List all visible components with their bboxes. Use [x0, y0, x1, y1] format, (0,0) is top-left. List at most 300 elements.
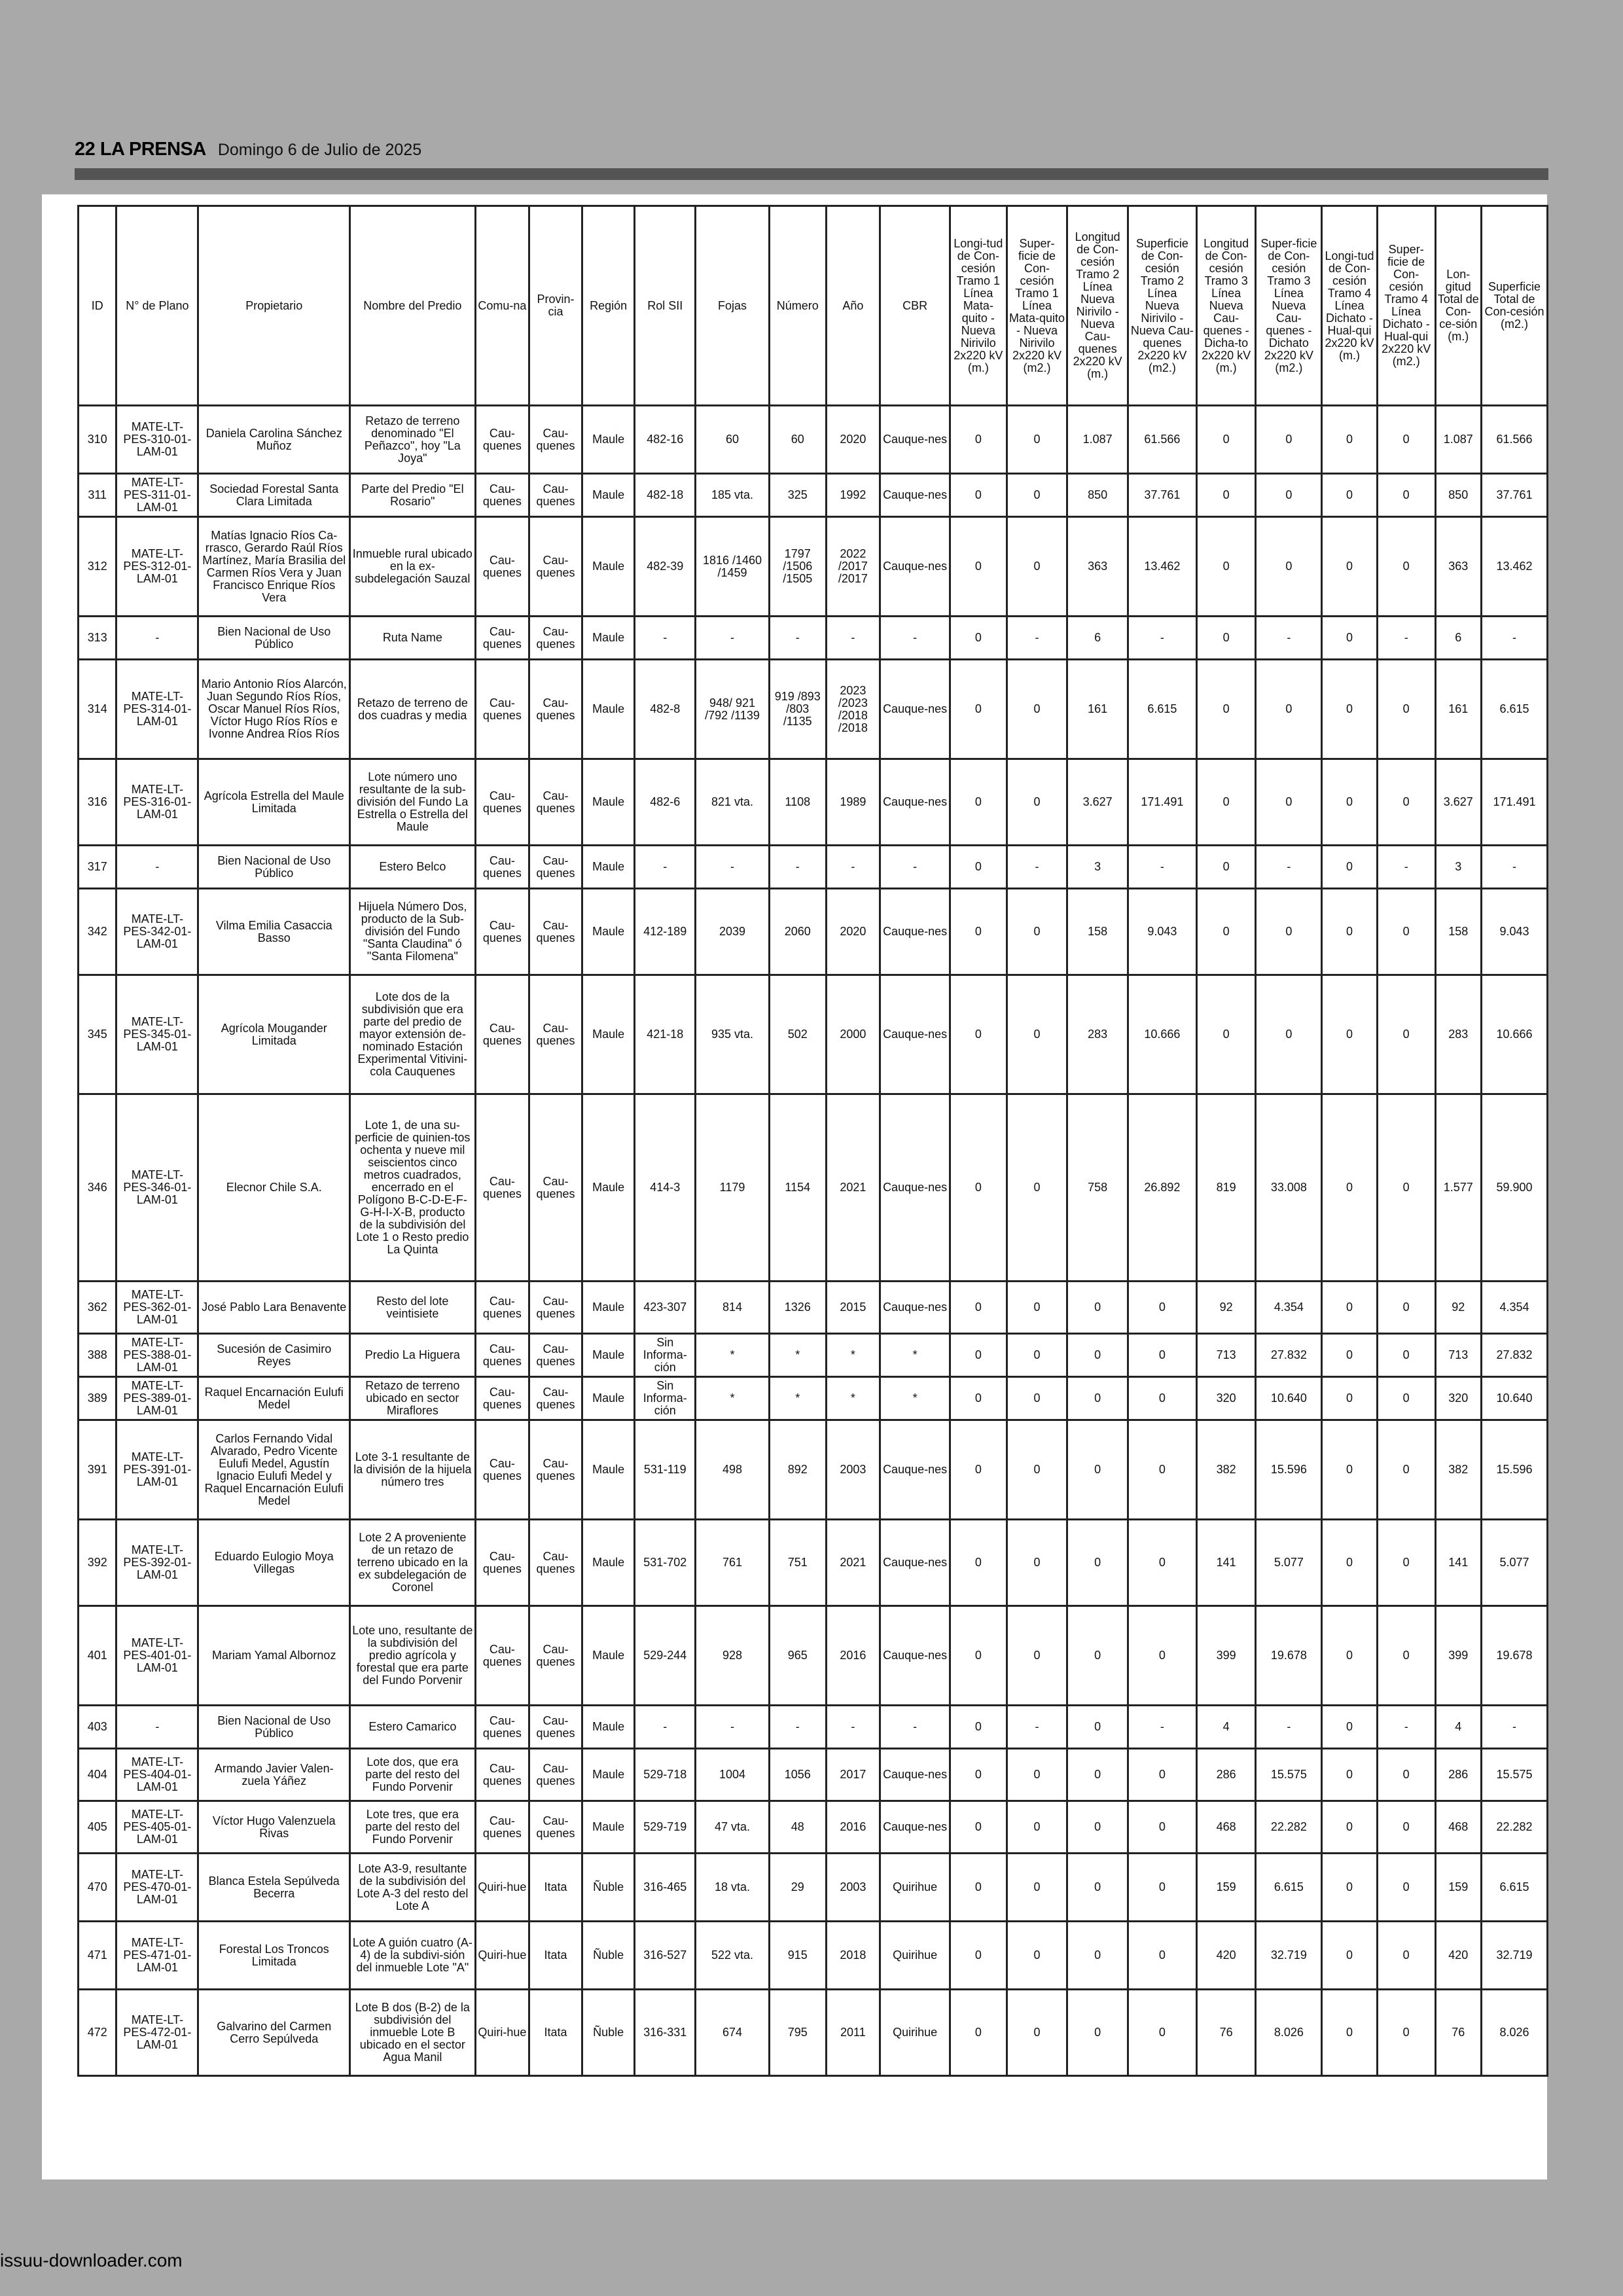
table-cell: 482-39	[635, 517, 696, 617]
table-cell: 529-718	[635, 1749, 696, 1801]
table-cell: Estero Belco	[350, 846, 475, 889]
table-cell: Cau-quenes	[529, 517, 582, 617]
table-cell: Cau-quenes	[529, 759, 582, 846]
table-cell: 2003	[826, 1854, 880, 1922]
table-cell: 405	[79, 1801, 116, 1854]
table-cell: 0	[950, 660, 1007, 759]
table-cell: 32.719	[1482, 1922, 1548, 1990]
table-cell: 59.900	[1482, 1094, 1548, 1282]
table-cell: Elecnor Chile S.A.	[198, 1094, 350, 1282]
table-cell: Raquel Encarnación Eulufi Medel	[198, 1377, 350, 1420]
table-cell: 2021	[826, 1520, 880, 1606]
table-cell: 0	[950, 617, 1007, 660]
table-cell: 1992	[826, 474, 880, 517]
table-cell: Retazo de terreno ubicado en sector Miraflores	[350, 1377, 475, 1420]
table-cell: MATE-LT-PES-345-01-LAM-01	[116, 975, 198, 1094]
table-cell: 0	[1128, 1334, 1197, 1377]
table-cell: 3.627	[1067, 759, 1128, 846]
table-cell: 286	[1196, 1749, 1256, 1801]
table-cell: Lote A guión cuatro (A-4) de la subdivi-sión del inmueble Lote "A"	[350, 1922, 475, 1990]
table-cell: -	[696, 1706, 770, 1749]
table-cell: 0	[1377, 660, 1435, 759]
table-cell: 0	[1322, 1520, 1378, 1606]
table-cell: 0	[1377, 1520, 1435, 1606]
table-cell: 382	[1435, 1420, 1482, 1520]
table-cell: 0	[1377, 474, 1435, 517]
table-cell: 0	[1007, 975, 1067, 1094]
table-cell: -	[826, 617, 880, 660]
table-cell: Cauque-nes	[880, 889, 950, 975]
table-cell: -	[1128, 846, 1197, 889]
table-cell: Cau-quenes	[475, 975, 529, 1094]
table-cell: 1.087	[1435, 406, 1482, 474]
table-cell: 482-16	[635, 406, 696, 474]
table-cell: 158	[1435, 889, 1482, 975]
table-cell: Cau-quenes	[529, 889, 582, 975]
column-header: Longitud de Con-cesión Tramo 3 Línea Nueva Cau-quenes - Dicha-to 2x220 kV (m.)	[1196, 206, 1256, 406]
table-cell: Itata	[529, 1922, 582, 1990]
table-cell: Maule	[582, 889, 635, 975]
table-cell: MATE-LT-PES-391-01-LAM-01	[116, 1420, 198, 1520]
table-cell: 965	[769, 1606, 826, 1706]
table-cell: 0	[1322, 1854, 1378, 1922]
table-cell: *	[880, 1334, 950, 1377]
column-header: Longi-tud de Con-cesión Tramo 1 Línea Mata-quito - Nueva Nirivilo 2x220 kV (m.)	[950, 206, 1007, 406]
table-cell: 158	[1067, 889, 1128, 975]
table-cell: 0	[1128, 1282, 1197, 1334]
table-cell: Eduardo Eulogio Moya Villegas	[198, 1520, 350, 1606]
table-cell: 0	[1256, 517, 1322, 617]
table-cell: 751	[769, 1520, 826, 1606]
table-cell: 795	[769, 1990, 826, 2076]
table-cell: 423-307	[635, 1282, 696, 1334]
table-cell: 15.596	[1256, 1420, 1322, 1520]
column-header: Longi-tud de Con-cesión Tramo 4 Línea Dichato - Hual-qui 2x220 kV (m.)	[1322, 206, 1378, 406]
table-cell: 92	[1435, 1282, 1482, 1334]
table-cell: Quiri-hue	[475, 1854, 529, 1922]
table-cell: 0	[1322, 617, 1378, 660]
table-cell: 0	[1377, 406, 1435, 474]
table-cell: 0	[1067, 1801, 1128, 1854]
table-cell: Maule	[582, 846, 635, 889]
table-cell: MATE-LT-PES-362-01-LAM-01	[116, 1282, 198, 1334]
table-cell: 4.354	[1256, 1282, 1322, 1334]
table-cell: Cau-quenes	[475, 474, 529, 517]
table-cell: 0	[1322, 1094, 1378, 1282]
table-cell: 5.077	[1482, 1520, 1548, 1606]
table-cell: 13.462	[1482, 517, 1548, 617]
table-cell: 0	[1007, 1520, 1067, 1606]
table-cell: 468	[1196, 1801, 1256, 1854]
table-cell: Cau-quenes	[529, 474, 582, 517]
table-cell: Cau-quenes	[475, 1094, 529, 1282]
table-cell: 0	[1007, 1990, 1067, 2076]
table-cell: 286	[1435, 1749, 1482, 1801]
table-cell: 316-331	[635, 1990, 696, 2076]
table-cell: MATE-LT-PES-389-01-LAM-01	[116, 1377, 198, 1420]
table-cell: -	[1256, 846, 1322, 889]
table-cell: 0	[1322, 1420, 1378, 1520]
table-cell: 0	[1128, 1922, 1197, 1990]
table-row	[79, 889, 1548, 975]
table-cell: -	[1256, 617, 1322, 660]
table-cell: 314	[79, 660, 116, 759]
table-cell: 391	[79, 1420, 116, 1520]
table-cell: 0	[1322, 660, 1378, 759]
table-cell: 470	[79, 1854, 116, 1922]
table-cell: 161	[1067, 660, 1128, 759]
table-cell: Parte del Predio "El Rosario"	[350, 474, 475, 517]
table-cell: *	[769, 1334, 826, 1377]
table-cell: -	[880, 617, 950, 660]
table-cell: Cau-quenes	[475, 889, 529, 975]
table-cell: 892	[769, 1420, 826, 1520]
table-cell: Cau-quenes	[475, 759, 529, 846]
table-cell: -	[826, 1706, 880, 1749]
table-cell: 529-244	[635, 1606, 696, 1706]
table-cell: 0	[1377, 517, 1435, 617]
table-cell: 60	[769, 406, 826, 474]
table-cell: Cau-quenes	[475, 1334, 529, 1377]
table-cell: 15.575	[1482, 1749, 1548, 1801]
table-cell: Maule	[582, 1520, 635, 1606]
table-cell: MATE-LT-PES-392-01-LAM-01	[116, 1520, 198, 1606]
table-row	[79, 1377, 1548, 1420]
table-cell: Cau-quenes	[475, 1801, 529, 1854]
table-cell: 33.008	[1256, 1094, 1322, 1282]
table-cell: Cau-quenes	[529, 1749, 582, 1801]
table-cell: 362	[79, 1282, 116, 1334]
table-row	[79, 1854, 1548, 1922]
table-cell: Lote B dos (B-2) de la subdivisión del inmueble Lote B ubicado en el sector Agua Manil	[350, 1990, 475, 2076]
table-cell: 0	[1377, 1094, 1435, 1282]
table-cell: 345	[79, 975, 116, 1094]
table-cell: 0	[1007, 759, 1067, 846]
table-cell: 0	[1256, 975, 1322, 1094]
table-row	[79, 846, 1548, 889]
table-cell: -	[1256, 1706, 1322, 1749]
table-cell: 0	[1007, 1377, 1067, 1420]
table-cell: Maule	[582, 759, 635, 846]
table-cell: 0	[1128, 1520, 1197, 1606]
table-cell: MATE-LT-PES-316-01-LAM-01	[116, 759, 198, 846]
table-cell: 283	[1435, 975, 1482, 1094]
watermark-text: issuu-downloader.com	[0, 2250, 183, 2270]
table-cell: 0	[1256, 759, 1322, 846]
table-cell: Ruta Name	[350, 617, 475, 660]
table-cell: 0	[1196, 517, 1256, 617]
table-cell: 382	[1196, 1420, 1256, 1520]
table-cell: Maule	[582, 1094, 635, 1282]
table-cell: Cau-quenes	[475, 660, 529, 759]
table-cell: 404	[79, 1749, 116, 1801]
table-cell: 342	[79, 889, 116, 975]
table-cell: 0	[950, 1334, 1007, 1377]
table-cell: 392	[79, 1520, 116, 1606]
table-cell: 0	[1007, 474, 1067, 517]
table-body	[79, 406, 1548, 2076]
table-cell: -	[880, 846, 950, 889]
table-cell: 0	[1007, 1606, 1067, 1706]
table-cell: Quirihue	[880, 1854, 950, 1922]
table-cell: Quiri-hue	[475, 1990, 529, 2076]
table-cell: 0	[1322, 1334, 1378, 1377]
table-cell: 6.615	[1256, 1854, 1322, 1922]
table-cell: 1.087	[1067, 406, 1128, 474]
table-cell: 0	[950, 1606, 1007, 1706]
table-cell: Galvarino del Carmen Cerro Sepúlveda	[198, 1990, 350, 2076]
table-cell: Cauque-nes	[880, 1606, 950, 1706]
table-cell: Mario Antonio Ríos Alarcón, Juan Segundo Ríos Ríos, Oscar Manuel Ríos Ríos, Víctor Hugo Ríos Ríos e Ivonne Andrea Ríos Ríos	[198, 660, 350, 759]
table-cell: Resto del lote veintisiete	[350, 1282, 475, 1334]
table-cell: -	[1482, 617, 1548, 660]
table-cell: Maule	[582, 1377, 635, 1420]
table-cell: 1179	[696, 1094, 770, 1282]
table-cell: 414-3	[635, 1094, 696, 1282]
table-cell: Bien Nacional de Uso Público	[198, 617, 350, 660]
table-cell: Cau-quenes	[475, 1706, 529, 1749]
table-cell: 421-18	[635, 975, 696, 1094]
table-cell: 0	[1007, 1749, 1067, 1801]
table-cell: Quirihue	[880, 1922, 950, 1990]
table-cell: 0	[1377, 1749, 1435, 1801]
table-cell: -	[635, 617, 696, 660]
table-cell: 482-18	[635, 474, 696, 517]
table-cell: 1004	[696, 1749, 770, 1801]
table-cell: 0	[1067, 1420, 1128, 1520]
table-cell: 316-527	[635, 1922, 696, 1990]
table-cell: Cau-quenes	[529, 1801, 582, 1854]
table-cell: Maule	[582, 406, 635, 474]
table-cell: Sin Informa-ción	[635, 1334, 696, 1377]
table-cell: 6	[1435, 617, 1482, 660]
table-cell: 674	[696, 1990, 770, 2076]
table-cell: Cau-quenes	[529, 1606, 582, 1706]
table-cell: Armando Javier Valen-zuela Yáñez	[198, 1749, 350, 1801]
table-cell: Cau-quenes	[475, 846, 529, 889]
table-cell: 468	[1435, 1801, 1482, 1854]
table-cell: -	[769, 1706, 826, 1749]
table-cell: 3	[1067, 846, 1128, 889]
table-cell: 498	[696, 1420, 770, 1520]
table-cell: 6.615	[1482, 1854, 1548, 1922]
page-title: 22 LA PRENSA	[75, 139, 206, 160]
table-cell: 0	[1128, 1854, 1197, 1922]
column-header: N° de Plano	[116, 206, 198, 406]
table-cell: 37.761	[1128, 474, 1197, 517]
table-cell: Agrícola Mougander Limitada	[198, 975, 350, 1094]
table-cell: 0	[1128, 1377, 1197, 1420]
table-cell: Cau-quenes	[529, 1334, 582, 1377]
table-cell: 0	[1067, 1749, 1128, 1801]
table-cell: 15.575	[1256, 1749, 1322, 1801]
table-cell: 61.566	[1128, 406, 1197, 474]
table-cell: 758	[1067, 1094, 1128, 1282]
table-cell: -	[826, 846, 880, 889]
table-cell: Cau-quenes	[529, 1706, 582, 1749]
column-header: Super-ficie de Con-cesión Tramo 4 Línea Dichato - Hual-qui 2x220 kV (m2.)	[1377, 206, 1435, 406]
table-cell: 1797 /1506 /1505	[769, 517, 826, 617]
table-cell: Cau-quenes	[475, 617, 529, 660]
table-cell: 37.761	[1482, 474, 1548, 517]
table-cell: 311	[79, 474, 116, 517]
table-cell: 0	[1007, 1801, 1067, 1854]
table-cell: 0	[1007, 1854, 1067, 1922]
table-cell: Lote dos, que era parte del resto del Fundo Porvenir	[350, 1749, 475, 1801]
table-cell: 325	[769, 474, 826, 517]
table-cell: 18 vta.	[696, 1854, 770, 1922]
table-cell: 10.666	[1128, 975, 1197, 1094]
table-cell: MATE-LT-PES-346-01-LAM-01	[116, 1094, 198, 1282]
table-cell: 0	[950, 517, 1007, 617]
table-cell: 0	[1377, 975, 1435, 1094]
table-cell: 9.043	[1128, 889, 1197, 975]
table-cell: Matías Ignacio Ríos Ca-rrasco, Gerardo Raúl Ríos Martínez, María Brasilia del Carmen Ríos Vera y Juan Francisco Enrique Ríos Vera	[198, 517, 350, 617]
column-header: Superficie Total de Con-cesión (m2.)	[1482, 206, 1548, 406]
table-cell: 0	[950, 1854, 1007, 1922]
table-cell: 0	[1007, 889, 1067, 975]
table-cell: 0	[950, 1420, 1007, 1520]
table-cell: 529-719	[635, 1801, 696, 1854]
table-cell: MATE-LT-PES-310-01-LAM-01	[116, 406, 198, 474]
column-header: Comu-na	[475, 206, 529, 406]
table-cell: -	[769, 846, 826, 889]
table-cell: 76	[1196, 1990, 1256, 2076]
table-cell: 0	[1067, 1282, 1128, 1334]
table-cell: -	[116, 846, 198, 889]
table-cell: Itata	[529, 1854, 582, 1922]
table-cell: 3	[1435, 846, 1482, 889]
table-cell: Cauque-nes	[880, 406, 950, 474]
table-cell: 0	[1067, 1922, 1128, 1990]
table-cell: 0	[1067, 1854, 1128, 1922]
table-cell: 0	[1322, 1801, 1378, 1854]
table-cell: 502	[769, 975, 826, 1094]
table-cell: 0	[1256, 660, 1322, 759]
table-cell: Estero Camarico	[350, 1706, 475, 1749]
table-cell: Cau-quenes	[475, 406, 529, 474]
table-cell: 713	[1196, 1334, 1256, 1377]
table-row	[79, 1922, 1548, 1990]
table-cell: 0	[1377, 1606, 1435, 1706]
table-cell: 15.596	[1482, 1420, 1548, 1520]
table-cell: 531-119	[635, 1420, 696, 1520]
table-row	[79, 1749, 1548, 1801]
table-cell: 2020	[826, 889, 880, 975]
table-row	[79, 517, 1548, 617]
table-cell: -	[635, 846, 696, 889]
table-cell: Inmueble rural ubicado en la ex-subdelegación Sauzal	[350, 517, 475, 617]
table-cell: 141	[1435, 1520, 1482, 1606]
table-cell: 2016	[826, 1801, 880, 1854]
table-cell: 0	[1322, 517, 1378, 617]
table-cell: 0	[1377, 759, 1435, 846]
table-row	[79, 1334, 1548, 1377]
table-cell: 850	[1435, 474, 1482, 517]
table-cell: 0	[1322, 1990, 1378, 2076]
table-cell: Cauque-nes	[880, 759, 950, 846]
table-cell: -	[1482, 846, 1548, 889]
table-cell: Lote 3-1 resultante de la división de la hijuela número tres	[350, 1420, 475, 1520]
table-cell: 0	[1377, 1854, 1435, 1922]
table-cell: 0	[950, 1749, 1007, 1801]
table-cell: Lote A3-9, resultante de la subdivisión del Lote A-3 del resto del Lote A	[350, 1854, 475, 1922]
table-row	[79, 660, 1548, 759]
table-cell: Cau-quenes	[529, 975, 582, 1094]
table-cell: 310	[79, 406, 116, 474]
table-cell: 713	[1435, 1334, 1482, 1377]
column-header: Número	[769, 206, 826, 406]
table-cell: 171.491	[1128, 759, 1197, 846]
table-cell: Cauque-nes	[880, 1282, 950, 1334]
table-cell: 13.462	[1128, 517, 1197, 617]
table-cell: 22.282	[1482, 1801, 1548, 1854]
table-cell: Lote uno, resultante de la subdivisión del predio agrícola y forestal que era parte del Fundo Porvenir	[350, 1606, 475, 1706]
table-cell: 0	[950, 1094, 1007, 1282]
table-cell: 0	[1196, 660, 1256, 759]
table-cell: 0	[1128, 1801, 1197, 1854]
table-cell: 399	[1196, 1606, 1256, 1706]
table-cell: 29	[769, 1854, 826, 1922]
table-cell: 0	[950, 975, 1007, 1094]
table-cell: Cau-quenes	[529, 1520, 582, 1606]
table-cell: 0	[1322, 1749, 1378, 1801]
table-cell: 472	[79, 1990, 116, 2076]
table-cell: 0	[1377, 1420, 1435, 1520]
table-cell: 0	[1322, 1606, 1378, 1706]
table-cell: 9.043	[1482, 889, 1548, 975]
table-cell: 316	[79, 759, 116, 846]
table-cell: -	[1128, 617, 1197, 660]
table-cell: Cau-quenes	[529, 1094, 582, 1282]
table-cell: 0	[950, 1377, 1007, 1420]
table-cell: *	[769, 1377, 826, 1420]
table-cell: 1108	[769, 759, 826, 846]
column-header: Lon-gitud Total de Con-ce-sión (m.)	[1435, 206, 1482, 406]
table-cell: Cau-quenes	[529, 617, 582, 660]
table-row	[79, 406, 1548, 474]
table-cell: Lote 2 A proveniente de un retazo de terreno ubicado en la ex subdelegación de Coronel	[350, 1520, 475, 1606]
table-row	[79, 1420, 1548, 1520]
table-cell: *	[880, 1377, 950, 1420]
table-cell: Cau-quenes	[475, 1282, 529, 1334]
table-cell: 0	[1067, 1377, 1128, 1420]
table-cell: Cau-quenes	[529, 660, 582, 759]
table-cell: 420	[1196, 1922, 1256, 1990]
table-cell: Cau-quenes	[529, 1282, 582, 1334]
table-cell: 412-189	[635, 889, 696, 975]
column-header: ID	[79, 206, 116, 406]
column-header: Super-ficie de Con-cesión Tramo 1 Línea Mata-quito - Nueva Nirivilo 2x220 kV (m2.)	[1007, 206, 1067, 406]
table-cell: MATE-LT-PES-404-01-LAM-01	[116, 1749, 198, 1801]
table-cell: Cau-quenes	[475, 1606, 529, 1706]
table-cell: 0	[1128, 1990, 1197, 2076]
table-cell: 814	[696, 1282, 770, 1334]
table-cell: Maule	[582, 1749, 635, 1801]
table-cell: 8.026	[1256, 1990, 1322, 2076]
table-cell: 19.678	[1482, 1606, 1548, 1706]
table-row	[79, 474, 1548, 517]
column-header: Propietario	[198, 206, 350, 406]
table-cell: 6.615	[1128, 660, 1197, 759]
table-cell: 171.491	[1482, 759, 1548, 846]
table-cell: 48	[769, 1801, 826, 1854]
table-cell: Maule	[582, 1420, 635, 1520]
table-cell: 27.832	[1482, 1334, 1548, 1377]
table-cell: Carlos Fernando Vidal Alvarado, Pedro Vicente Eulufi Medel, Agustín Ignacio Eulufi Medel y Raquel Encarnación Eulufi Medel	[198, 1420, 350, 1520]
table-cell: 0	[1007, 1420, 1067, 1520]
column-header: Nombre del Predio	[350, 206, 475, 406]
